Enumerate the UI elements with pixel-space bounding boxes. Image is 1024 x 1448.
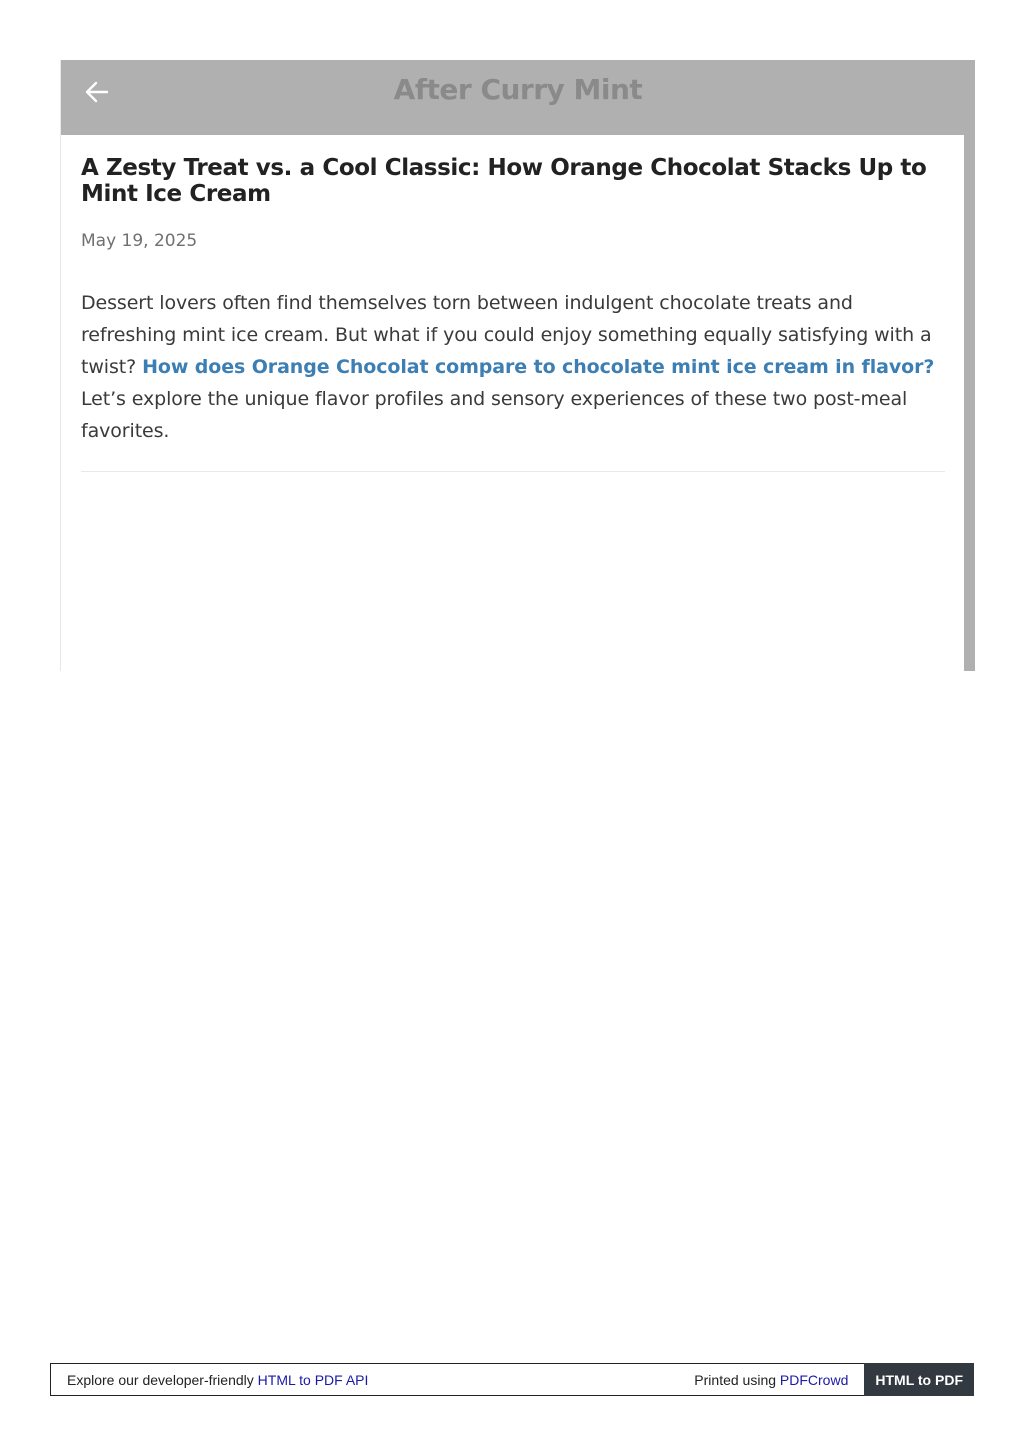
content-divider (81, 471, 945, 472)
app-header (61, 60, 975, 135)
page-frame (60, 60, 975, 671)
scrollbar[interactable] (964, 135, 975, 671)
article-intro (81, 287, 945, 447)
article-inline-link[interactable]: How does Orange Chocolat compare to chocolate mint ice cream in flavor? (142, 356, 935, 378)
intro-text-after: Let’s explore the unique flavor profiles and sensory experiences of these two post-meal favorites. (81, 388, 908, 442)
footer-right (694, 1372, 864, 1388)
pdf-footer (50, 1363, 974, 1396)
post-date: May 19, 2025 (81, 231, 198, 251)
pdfcrowd-link[interactable]: PDFCrowd (779, 1371, 849, 1388)
footer-right-text: Printed using (694, 1371, 780, 1388)
html-to-pdf-api-link[interactable]: HTML to PDF API (257, 1371, 369, 1388)
footer-left (51, 1372, 694, 1388)
article-title: A Zesty Treat vs. a Cool Classic: How Orange Chocolat Stacks Up to Mint Ice Cream (81, 155, 927, 207)
app-title: After Curry Mint (393, 73, 643, 106)
html-to-pdf-badge[interactable]: HTML to PDF (864, 1363, 974, 1396)
intro-text-before: Dessert lovers often find themselves torn between indulgent chocolate treats and refreshing mint ice cream. But what if you could enjoy something equally satisfying with a twist? (81, 292, 932, 378)
footer-left-text: Explore our developer-friendly (67, 1371, 258, 1388)
article-content (81, 135, 945, 472)
